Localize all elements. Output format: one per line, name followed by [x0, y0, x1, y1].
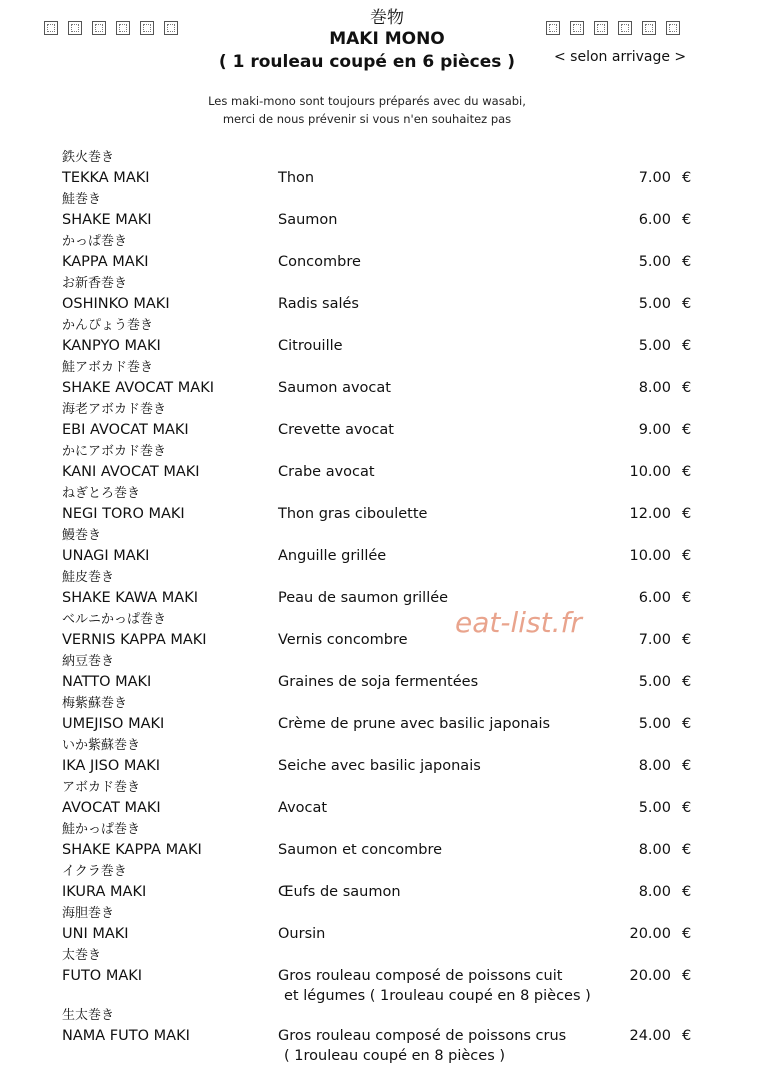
currency-symbol: € — [682, 380, 692, 396]
menu-item — [62, 610, 712, 652]
item-name: KAPPA MAKI — [62, 254, 149, 270]
item-japanese-name: 太巻き — [62, 948, 102, 963]
menu-item — [62, 946, 712, 1006]
item-japanese-name: 生太巻き — [62, 1008, 115, 1023]
menu-item — [62, 862, 712, 904]
menu-item — [62, 148, 712, 190]
wasabi-note-line-1: Les maki-mono sont toujours préparés avec du wasabi, — [208, 94, 526, 108]
item-price: 8.00 — [638, 758, 671, 774]
currency-symbol: € — [682, 716, 692, 732]
menu-item — [62, 232, 712, 274]
item-price: 10.00 — [629, 464, 671, 480]
item-japanese-name: 鮭巻き — [62, 192, 102, 207]
item-name: NEGI TORO MAKI — [62, 506, 185, 522]
item-price: 6.00 — [638, 212, 671, 228]
item-japanese-name: かんぴょう巻き — [62, 318, 154, 333]
item-name: VERNIS KAPPA MAKI — [62, 632, 207, 648]
item-name: NAMA FUTO MAKI — [62, 1028, 190, 1044]
menu-item — [62, 694, 712, 736]
menu-item — [62, 274, 712, 316]
item-price: 24.00 — [629, 1028, 671, 1044]
item-description: Œufs de saumon — [278, 884, 401, 900]
item-price: 12.00 — [629, 506, 671, 522]
item-name: UMEJISO MAKI — [62, 716, 165, 732]
item-name: UNI MAKI — [62, 926, 129, 942]
item-description: Crabe avocat — [278, 464, 375, 480]
wasabi-note — [0, 92, 734, 128]
currency-symbol: € — [682, 1028, 692, 1044]
item-japanese-name: 海老アボカド巻き — [62, 402, 167, 417]
menu-list — [62, 148, 712, 1066]
currency-symbol: € — [682, 758, 692, 774]
menu-header — [0, 0, 774, 140]
item-description: Radis salés — [278, 296, 359, 312]
item-price: 5.00 — [638, 800, 671, 816]
item-name: SHAKE KAPPA MAKI — [62, 842, 202, 858]
item-price: 10.00 — [629, 548, 671, 564]
item-price: 20.00 — [629, 968, 671, 984]
currency-symbol: € — [682, 338, 692, 354]
item-name: AVOCAT MAKI — [62, 800, 161, 816]
watermark: eat-list.fr — [455, 606, 582, 639]
currency-symbol: € — [682, 506, 692, 522]
currency-symbol: € — [682, 170, 692, 186]
item-name: OSHINKO MAKI — [62, 296, 170, 312]
item-japanese-name: イクラ巻き — [62, 864, 127, 879]
item-price: 5.00 — [638, 338, 671, 354]
item-description: Seiche avec basilic japonais — [278, 758, 481, 774]
item-name: SHAKE AVOCAT MAKI — [62, 380, 214, 396]
currency-symbol: € — [682, 254, 692, 270]
item-description: Saumon et concombre — [278, 842, 443, 858]
menu-item — [62, 358, 712, 400]
item-description: Anguille grillée — [278, 548, 387, 564]
item-description: Saumon avocat — [278, 380, 391, 396]
page-title: MAKI MONO — [329, 29, 445, 49]
item-description: Gros rouleau composé de poissons crus — [278, 1028, 567, 1044]
item-japanese-name: かにアボカド巻き — [62, 444, 167, 459]
item-description: Concombre — [278, 254, 361, 270]
item-description-continued: et légumes ( 1rouleau coupé en 8 pièces ) — [284, 988, 591, 1004]
item-japanese-name: アボカド巻き — [62, 780, 141, 795]
wasabi-note-line-2: merci de nous prévenir si vous n'en souhaitez pas — [222, 112, 512, 126]
item-japanese-name: ベルニかっぱ巻き — [62, 612, 167, 627]
menu-item — [62, 400, 712, 442]
item-price: 5.00 — [638, 296, 671, 312]
menu-item — [62, 442, 712, 484]
currency-symbol: € — [682, 800, 692, 816]
item-name: SHAKE KAWA MAKI — [62, 590, 198, 606]
item-name: UNAGI MAKI — [62, 548, 150, 564]
currency-symbol: € — [682, 884, 692, 900]
item-description: Vernis concombre — [278, 632, 408, 648]
item-description: Crevette avocat — [278, 422, 394, 438]
item-japanese-name: いか紫蘇巻き — [62, 738, 141, 753]
item-japanese-name: 鮭皮巻き — [62, 570, 115, 585]
item-japanese-name: 納豆巻き — [62, 654, 115, 669]
currency-symbol: € — [682, 674, 692, 690]
item-price: 5.00 — [638, 254, 671, 270]
item-description: Thon — [278, 170, 315, 186]
menu-item — [62, 1006, 712, 1066]
menu-item — [62, 484, 712, 526]
item-name: IKURA MAKI — [62, 884, 147, 900]
menu-item — [62, 568, 712, 610]
item-name: FUTO MAKI — [62, 968, 143, 984]
item-description: Peau de saumon grillée — [278, 590, 449, 606]
menu-item — [62, 526, 712, 568]
currency-symbol: € — [682, 590, 692, 606]
item-name: NATTO MAKI — [62, 674, 152, 690]
item-price: 5.00 — [638, 674, 671, 690]
item-price: 8.00 — [638, 884, 671, 900]
currency-symbol: € — [682, 422, 692, 438]
item-description: Saumon — [278, 212, 338, 228]
item-price: 20.00 — [629, 926, 671, 942]
item-japanese-name: 梅紫蘇巻き — [62, 696, 128, 711]
item-description: Thon gras ciboulette — [278, 506, 428, 522]
japanese-title: 巻物 — [370, 8, 404, 28]
item-description: Gros rouleau composé de poissons cuit — [278, 968, 563, 984]
item-name: TEKKA MAKI — [62, 170, 150, 186]
arrival-note: < selon arrivage > — [554, 49, 687, 65]
item-price: 7.00 — [638, 170, 671, 186]
item-name: EBI AVOCAT MAKI — [62, 422, 189, 438]
item-price: 8.00 — [638, 842, 671, 858]
item-description-continued: ( 1rouleau coupé en 8 pièces ) — [284, 1048, 506, 1064]
currency-symbol: € — [682, 212, 692, 228]
item-japanese-name: お新香巻き — [62, 276, 128, 291]
item-japanese-name: 鉄火巻き — [62, 150, 115, 165]
currency-symbol: € — [682, 632, 692, 648]
item-name: KANPYO MAKI — [62, 338, 161, 354]
item-price: 9.00 — [638, 422, 671, 438]
item-description: Citrouille — [278, 338, 343, 354]
item-price: 6.00 — [638, 590, 671, 606]
item-japanese-name: 海胆巻き — [62, 906, 115, 921]
item-japanese-name: 鰻巻き — [62, 528, 102, 543]
menu-item — [62, 316, 712, 358]
item-japanese-name: 鮭かっぱ巻き — [62, 822, 141, 837]
menu-item — [62, 652, 712, 694]
menu-item — [62, 736, 712, 778]
currency-symbol: € — [682, 296, 692, 312]
menu-item — [62, 820, 712, 862]
item-name: IKA JISO MAKI — [62, 758, 161, 774]
item-japanese-name: かっぱ巻き — [62, 234, 128, 249]
menu-item — [62, 778, 712, 820]
page-subtitle: ( 1 rouleau coupé en 6 pièces ) — [218, 52, 516, 72]
item-price: 7.00 — [638, 632, 671, 648]
currency-symbol: € — [682, 548, 692, 564]
item-japanese-name: ねぎとろ巻き — [62, 486, 141, 501]
item-japanese-name: 鮭アボカド巻き — [62, 360, 154, 375]
currency-symbol: € — [682, 968, 692, 984]
item-description: Oursin — [278, 926, 326, 942]
currency-symbol: € — [682, 926, 692, 942]
item-description: Crème de prune avec basilic japonais — [278, 716, 551, 732]
menu-item — [62, 904, 712, 946]
menu-item — [62, 190, 712, 232]
item-description: Graines de soja fermentées — [278, 674, 479, 690]
item-name: SHAKE MAKI — [62, 212, 152, 228]
currency-symbol: € — [682, 842, 692, 858]
item-description: Avocat — [278, 800, 328, 816]
item-price: 8.00 — [638, 380, 671, 396]
currency-symbol: € — [682, 464, 692, 480]
item-price: 5.00 — [638, 716, 671, 732]
item-name: KANI AVOCAT MAKI — [62, 464, 200, 480]
